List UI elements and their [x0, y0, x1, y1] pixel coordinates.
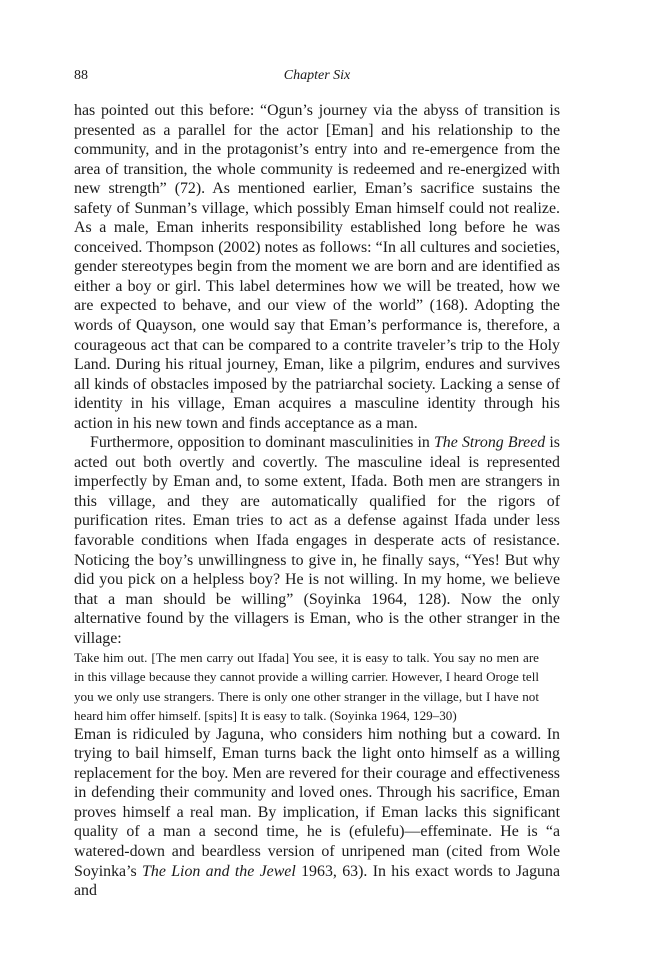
paragraph-2 [74, 433, 560, 648]
page-number: 88 [74, 68, 88, 83]
work-title: The Strong Breed [433, 434, 546, 452]
paragraph-1: has pointed out this before: “Ogun’s journey via the abyss of transition is presented as a parallel for the actor [Eman] and his relationship to the community, and in the protagonist’s entry into and re-emergence from the area of transition, the whole community is redeemed and re-energized with new strength” (72). As mentioned earlier, Eman’s sacrifice sustains the safety of Sunman’s village, which possibly Eman himself could not realize. As a male, Eman inherits responsibility established long before he was conceived. Thompson (2002) notes as follows: “In all cultures and societies, gender stereotypes begin from the moment we are born and are identified as either a boy or girl. This label determines how we will be treated, how we are expected to behave, and our view of the world” (168). Adopting the words of Quayson, one would say that Eman’s performance is, therefore, a courageous act that can be compared to a contrite traveler’s trip to the Holy Land. During his ritual journey, Eman, like a pilgrim, endures and survives all kinds of obstacles imposed by the patriarchal society. Lacking a sense of identity in his village, Eman acquires a masculine identity through his action in his new town and finds acceptance as a man. [74, 102, 560, 432]
block-quote: Take him out. [The men carry out Ifada] You see, it is easy to talk. You say no men are in this village because they cannot provide a willing carrier. However, I heard Oroge tell you we only use strangers. There is only one other stranger in the village, but I have not heard him offer himself. [spits] It is easy to talk. (Soyinka 1964, 129–30) [74, 650, 539, 723]
paragraph-2-text-a: Furthermore, opposition to dominant masculinities in [90, 434, 434, 452]
paragraph-3 [74, 725, 560, 901]
page-header [74, 68, 560, 88]
paragraph-3-text-a: Eman is ridiculed by Jaguna, who considers him nothing but a coward. In trying to bail himself, Eman turns back the light onto himself as a willing replacement for the boy. Men are revered for their courage and effectiveness in defending their community and loved ones. Through his sacrifice, Eman proves himself a real man. By implication, if Eman lacks this significant quality of a man a second time, he is (efulefu)—effeminate. He is “a watered-down and beardless version of unripened man (cited from Wole Soyinka’s [74, 725, 560, 880]
work-title: The Lion and the Jewel [142, 862, 296, 880]
running-head: Chapter Six [283, 68, 351, 83]
paragraph-3-text-b: 1963, 63). In his exact words to Jaguna and [74, 862, 560, 900]
body-text [74, 101, 560, 901]
paragraph-2-text-b: is acted out both overtly and covertly. The masculine ideal is represented imperfectly by Eman and, to some extent, Ifada. Both men are strangers in this village, and they are automatically qualified for the rigors of purification rites. Eman tries to act as a defense against Ifada under less favorable conditions when Ifada engages in desperate acts of resistance. Noticing the boy’s unwillingness to give in, he finally says, “Yes! But why did you pick on a helpless boy? He is not willing. In my home, we believe that a man should be willing” (Soyinka 1964, 128). Now the only alternative found by the villagers is Eman, who is the other stranger in the village: [74, 434, 560, 647]
